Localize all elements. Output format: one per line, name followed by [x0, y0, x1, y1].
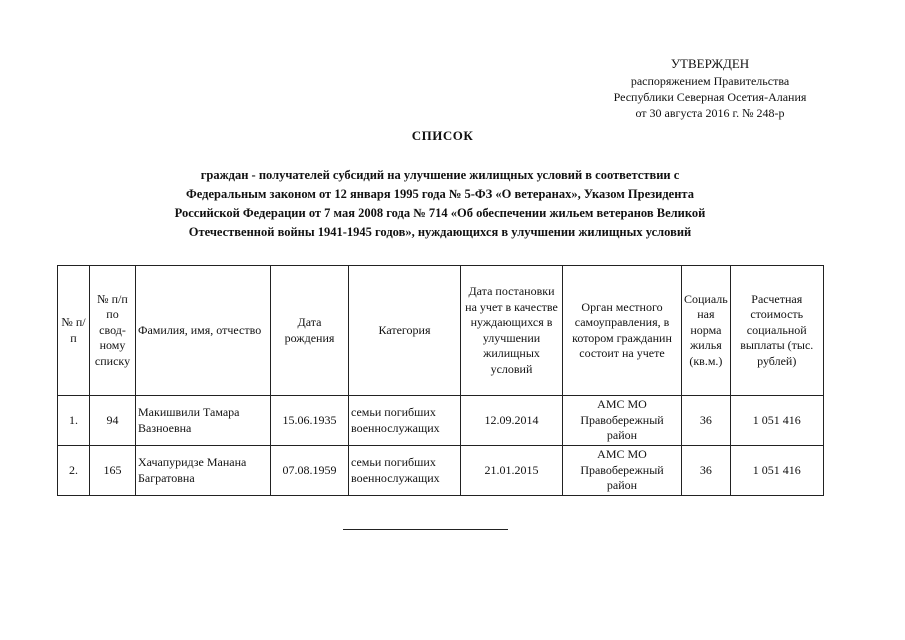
document-subtitle	[80, 166, 800, 242]
header-housing-norm: Социаль ная норма жилья (кв.м.)	[682, 266, 731, 396]
closing-divider-line	[343, 529, 508, 530]
cell-birth-date: 07.08.1959	[271, 446, 349, 496]
subtitle-line-3: Российской Федерации от 7 мая 2008 года № 714 «Об обеспечении жильем ветеранов Великой	[174, 206, 706, 220]
header-category: Категория	[349, 266, 461, 396]
cell-full-name: Макишвили Тамара Вазноевна	[136, 396, 271, 446]
cell-birth-date: 15.06.1935	[271, 396, 349, 446]
cell-number: 1.	[58, 396, 90, 446]
approval-heading: УТВЕРЖДЕН	[670, 56, 750, 71]
header-number: № п/п	[58, 266, 90, 396]
subtitle-line-2: Федеральным законом от 12 января 1995 года № 5-ФЗ «О ветеранах», Указом Президента	[186, 187, 694, 201]
subtitle-line-1: граждан - получателей субсидий на улучшение жилищных условий в соответствии с	[200, 168, 680, 182]
cell-payment: 1 051 416	[730, 446, 823, 496]
approval-stamp	[560, 56, 860, 121]
cell-payment: 1 051 416	[730, 396, 823, 446]
cell-registration-date: 21.01.2015	[461, 446, 563, 496]
cell-summary-number: 165	[90, 446, 136, 496]
recipients-table	[57, 265, 824, 496]
cell-category: семьи погибших военнослужащих	[349, 446, 461, 496]
approval-line-2: Республики Северная Осетия-Алания	[613, 90, 807, 104]
header-full-name: Фамилия, имя, отчество	[136, 266, 271, 396]
cell-housing-norm: 36	[682, 446, 731, 496]
cell-housing-norm: 36	[682, 396, 731, 446]
header-payment: Расчетная стоимость социальной выплаты (тыс. рублей)	[730, 266, 823, 396]
table-header-row	[58, 266, 824, 396]
header-birth-date: Дата рождения	[271, 266, 349, 396]
cell-registration-date: 12.09.2014	[461, 396, 563, 446]
subtitle-line-4: Отечественной войны 1941-1945 годов», нуждающихся в улучшении жилищных условий	[188, 225, 692, 239]
table-row	[58, 446, 824, 496]
header-summary-number: № п/п по свод-ному списку	[90, 266, 136, 396]
table-row	[58, 396, 824, 446]
cell-authority: АМС МО Правобережный район	[563, 446, 682, 496]
approval-line-3: от 30 августа 2016 г. № 248-р	[635, 106, 785, 120]
cell-full-name: Хачапуридзе Манана Багратовна	[136, 446, 271, 496]
header-registration-date: Дата постановки на учет в качестве нуждающихся в улучшении жилищных условий	[461, 266, 563, 396]
header-authority: Орган местного самоуправления, в котором гражданин состоит на учете	[563, 266, 682, 396]
cell-number: 2.	[58, 446, 90, 496]
approval-line-1: распоряжением Правительства	[630, 74, 790, 88]
document-title: СПИСОК	[411, 128, 474, 143]
cell-summary-number: 94	[90, 396, 136, 446]
cell-category: семьи погибших военнослужащих	[349, 396, 461, 446]
cell-authority: АМС МО Правобережный район	[563, 396, 682, 446]
